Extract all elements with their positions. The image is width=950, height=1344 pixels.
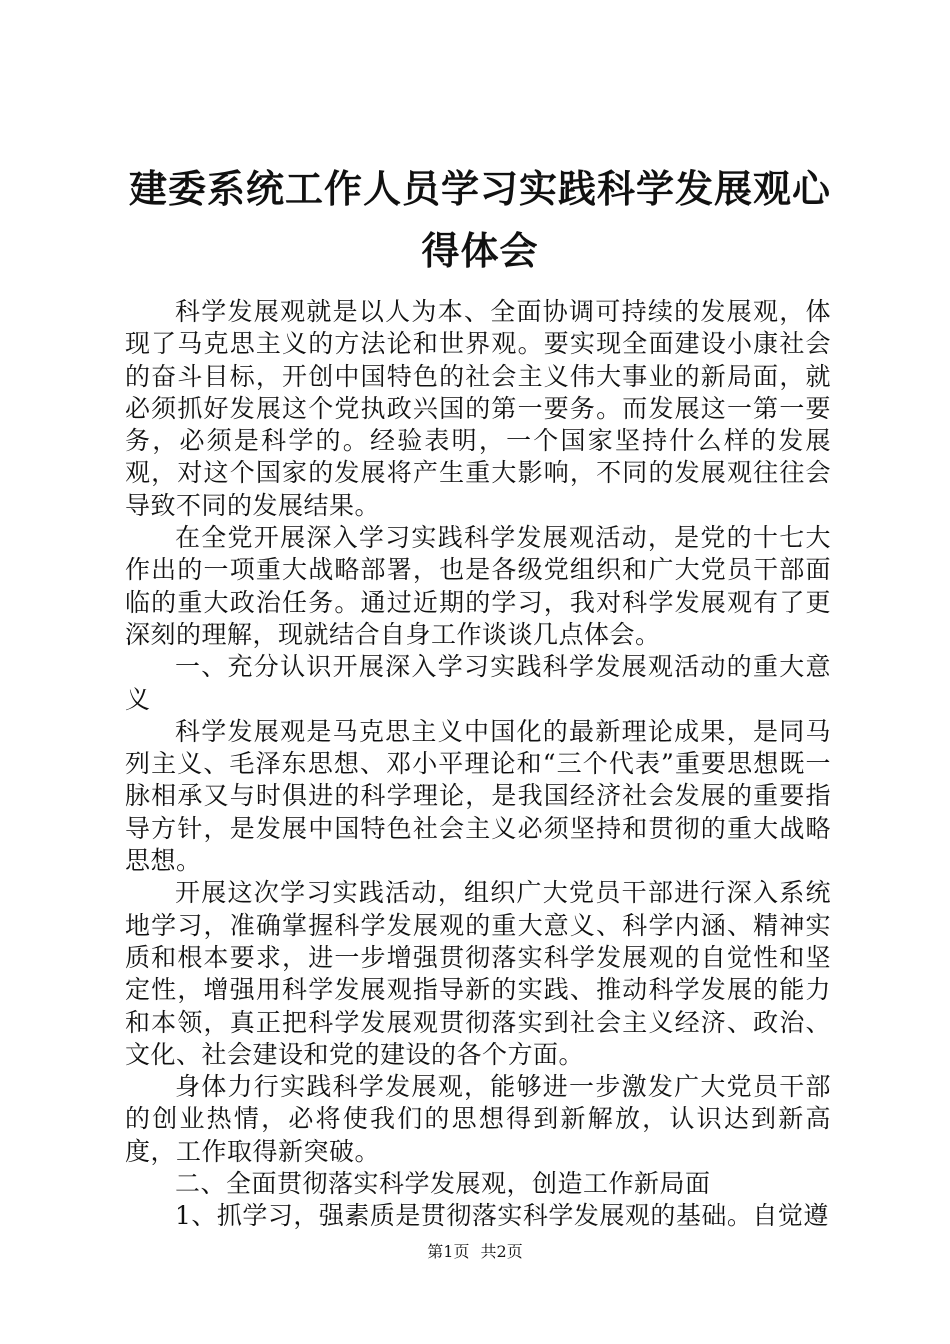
paragraph: 开展这次学习实践活动，组织广大党员干部进行深入系统地学习，准确掌握科学发展观的重大意义、科学内涵、精神实质和根本要求，进一步增强贯彻落实科学发展观的自觉性和坚定性，增强用科学发展观指导新的实践、推动科学发展的能力和本领，真正把科学发展观贯彻落实到社会主义经济、政治、文化、社会建设和党的建设的各个方面。 [125,878,831,1069]
paragraph: 身体力行实践科学发展观，能够进一步激发广大党员干部的创业热情，必将使我们的思想得到新解放，认识达到新高度，工作取得新突破。 [125,1072,831,1166]
paragraph: 科学发展观是马克思主义中国化的最新理论成果，是同马列主义、毛泽东思想、邓小平理论和“三个代表”重要思想既一脉相承又与时俱进的科学理论，是我国经济社会发展的重要指导方针，是发展中国特色社会主义必须坚持和贯彻的重大战略思想。 [125,716,831,876]
document-body [125,296,831,1233]
section-heading: 一、充分认识开展深入学习实践科学发展观活动的重大意义 [125,652,831,714]
page-number-total: 共2页 [480,1242,523,1261]
paragraph: 科学发展观就是以人为本、全面协调可持续的发展观，体现了马克思主义的方法论和世界观。要实现全面建设小康社会的奋斗目标，开创中国特色的社会主义伟大事业的新局面，就必须抓好发展这个党执政兴国的第一要务。而发展这一第一要务，必须是科学的。经验表明，一个国家坚持什么样的发展观，对这个国家的发展将产生重大影响，不同的发展观往往会导致不同的发展结果。 [125,297,831,520]
document-title: 建委系统工作人员学习实践科学发展观心得体会 [128,166,831,273]
section-heading: 二、全面贯彻落实科学发展观，创造工作新局面 [175,1169,711,1199]
paragraph: 在全党开展深入学习实践科学发展观活动，是党的十七大作出的一项重大战略部署，也是各级党组织和广大党员干部面临的重大政治任务。通过近期的学习，我对科学发展观有了更深刻的理解，现就结合自身工作谈谈几点体会。 [125,523,831,649]
paragraph: 1、抓学习，强素质是贯彻落实科学发展观的基础。自觉遵 [175,1201,829,1231]
page-number-current: 第1页 [427,1242,470,1261]
page-footer [0,1242,950,1262]
